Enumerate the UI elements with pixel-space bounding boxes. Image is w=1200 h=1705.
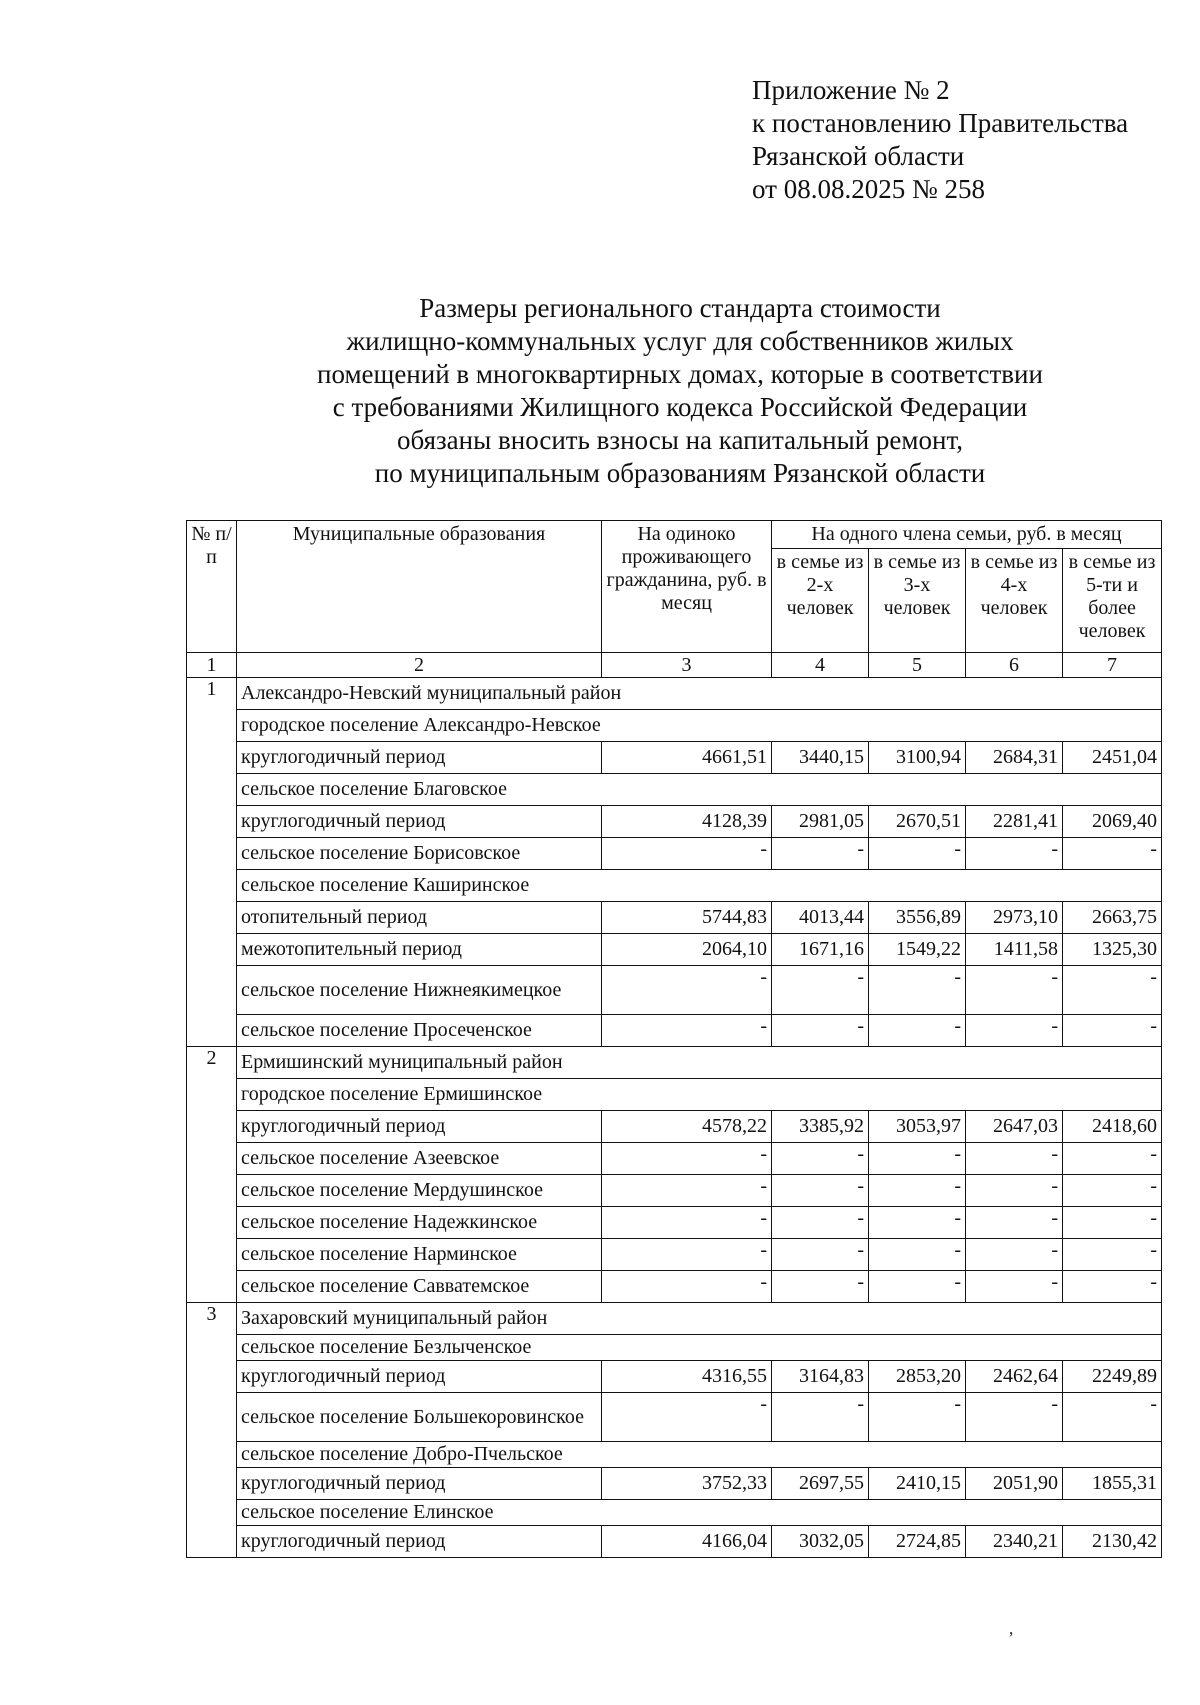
row-label: сельское поселение Борисовское [237, 838, 602, 870]
value-cell: - [1063, 1015, 1162, 1047]
column-number: 5 [869, 653, 966, 678]
value-cell: 1549,22 [869, 934, 966, 966]
title-line-6: по муниципальным образованиям Рязанской области [374, 458, 986, 488]
district-row [187, 1047, 1162, 1079]
value-cell: - [869, 1271, 966, 1303]
value-cell: - [772, 966, 869, 1015]
table-row [187, 710, 1162, 742]
annex-header [752, 74, 1192, 206]
table-row [187, 774, 1162, 806]
value-cell: 2069,40 [1063, 806, 1162, 838]
value-cell: 1411,58 [966, 934, 1063, 966]
row-label: сельское поселение Савватемское [237, 1271, 602, 1303]
value-cell: 4128,39 [602, 806, 772, 838]
row-label: межотопительный период [237, 934, 602, 966]
row-label: круглогодичный период [237, 1361, 602, 1393]
value-cell: - [1063, 1207, 1162, 1239]
table-row [187, 1271, 1162, 1303]
value-cell: 2462,64 [966, 1361, 1063, 1393]
table-row [187, 1500, 1162, 1526]
row-label: круглогодичный период [237, 742, 602, 774]
value-cell: 3556,89 [869, 902, 966, 934]
value-cell: - [602, 1393, 772, 1442]
value-cell: - [869, 1143, 966, 1175]
value-cell: - [772, 1175, 869, 1207]
value-cell: - [1063, 838, 1162, 870]
title-line-2: жилищно-коммунальных услуг для собственников жилых [346, 326, 1014, 356]
value-cell: - [869, 1207, 966, 1239]
annex-line-2: к постановлению Правительства [752, 108, 1129, 138]
value-cell: - [869, 1015, 966, 1047]
value-cell: 1855,31 [1063, 1468, 1162, 1500]
value-cell: - [772, 1143, 869, 1175]
settlement-name: сельское поселение Каширинское [237, 870, 1162, 902]
table-row [187, 1335, 1162, 1361]
value-cell: 2051,90 [966, 1468, 1063, 1500]
value-cell: - [602, 1143, 772, 1175]
value-cell: - [966, 966, 1063, 1015]
title-line-1: Размеры регионального стандарта стоимости [419, 293, 941, 323]
value-cell: - [602, 1175, 772, 1207]
column-numbers-row [187, 653, 1162, 678]
value-cell: - [869, 1175, 966, 1207]
row-label: круглогодичный период [237, 806, 602, 838]
value-cell: 4166,04 [602, 1526, 772, 1558]
value-cell: - [602, 838, 772, 870]
annex-line-3: Рязанской области [752, 141, 965, 171]
value-cell: 1671,16 [772, 934, 869, 966]
value-cell: 4661,51 [602, 742, 772, 774]
value-cell: 2418,60 [1063, 1111, 1162, 1143]
value-cell: 4578,22 [602, 1111, 772, 1143]
district-name: Захаровский муниципальный район [237, 1303, 1162, 1335]
value-cell: 2410,15 [869, 1468, 966, 1500]
district-name: Александро-Невский муниципальный район [237, 678, 1162, 710]
value-cell: - [869, 1393, 966, 1442]
value-cell: - [966, 1015, 1063, 1047]
column-number: 6 [966, 653, 1063, 678]
row-label: круглогодичный период [237, 1526, 602, 1558]
table-row [187, 1207, 1162, 1239]
value-cell: 2724,85 [869, 1526, 966, 1558]
value-cell: 4013,44 [772, 902, 869, 934]
value-cell: - [966, 1207, 1063, 1239]
header-family-4: в семье из 4-х человек [966, 549, 1063, 653]
header-municipality: Муниципальные образования [237, 521, 602, 653]
column-number: 3 [602, 653, 772, 678]
value-cell: 2981,05 [772, 806, 869, 838]
settlement-name: сельское поселение Благовское [237, 774, 1162, 806]
table-row [187, 1175, 1162, 1207]
value-cell: 2281,41 [966, 806, 1063, 838]
value-cell: 2684,31 [966, 742, 1063, 774]
value-cell: 3440,15 [772, 742, 869, 774]
value-cell: 1325,30 [1063, 934, 1162, 966]
value-cell: - [966, 1143, 1063, 1175]
table-row [187, 1361, 1162, 1393]
row-label: сельское поселение Нижнеякимецкое [237, 966, 602, 1015]
table-row [187, 1111, 1162, 1143]
settlement-name: сельское поселение Елинское [237, 1500, 1162, 1526]
table-row [187, 870, 1162, 902]
value-cell: 2973,10 [966, 902, 1063, 934]
column-number: 1 [187, 653, 237, 678]
value-cell: - [772, 838, 869, 870]
row-label: сельское поселение Надежкинское [237, 1207, 602, 1239]
row-label: сельское поселение Мердушинское [237, 1175, 602, 1207]
value-cell: 5744,83 [602, 902, 772, 934]
document-title [250, 292, 1110, 490]
table-row [187, 1015, 1162, 1047]
value-cell: - [602, 1271, 772, 1303]
column-number: 7 [1063, 653, 1162, 678]
value-cell: - [1063, 1143, 1162, 1175]
value-cell: 2663,75 [1063, 902, 1162, 934]
header-family-3: в семье из 3-х человек [869, 549, 966, 653]
row-label: сельское поселение Нарминское [237, 1239, 602, 1271]
annex-line-1: Приложение № 2 [752, 75, 950, 105]
row-index: 1 [187, 678, 237, 1047]
value-cell: - [1063, 1271, 1162, 1303]
header-number: № п/п [187, 521, 237, 653]
row-label: сельское поселение Большекоровинское [237, 1393, 602, 1442]
row-label: круглогодичный период [237, 1468, 602, 1500]
district-row [187, 678, 1162, 710]
table-row [187, 1526, 1162, 1558]
table-row [187, 1079, 1162, 1111]
scan-mark: ʼ [1008, 1628, 1014, 1648]
value-cell: - [1063, 1175, 1162, 1207]
value-cell: - [602, 1015, 772, 1047]
value-cell: 3385,92 [772, 1111, 869, 1143]
value-cell: 3100,94 [869, 742, 966, 774]
value-cell: 2249,89 [1063, 1361, 1162, 1393]
table-row [187, 1239, 1162, 1271]
title-line-3: помещений в многоквартирных домах, которые в соответствии [317, 359, 1043, 389]
row-label: отопительный период [237, 902, 602, 934]
value-cell: 3752,33 [602, 1468, 772, 1500]
value-cell: - [1063, 1393, 1162, 1442]
value-cell: - [1063, 1239, 1162, 1271]
settlement-name: сельское поселение Безлыченское [237, 1335, 1162, 1361]
value-cell: 4316,55 [602, 1361, 772, 1393]
value-cell: - [869, 1239, 966, 1271]
value-cell: 2340,21 [966, 1526, 1063, 1558]
value-cell: - [772, 1207, 869, 1239]
column-number: 4 [772, 653, 869, 678]
value-cell: - [966, 1239, 1063, 1271]
value-cell: - [1063, 966, 1162, 1015]
table-body [187, 678, 1162, 1558]
table-row [187, 1468, 1162, 1500]
value-cell: - [602, 1239, 772, 1271]
settlement-name: сельское поселение Добро-Пчельское [237, 1442, 1162, 1468]
table-row [187, 1143, 1162, 1175]
value-cell: - [966, 1175, 1063, 1207]
annex-line-4: от 08.08.2025 № 258 [752, 174, 985, 204]
row-index: 3 [187, 1303, 237, 1558]
table-row [187, 902, 1162, 934]
settlement-name: городское поселение Александро-Невское [237, 710, 1162, 742]
row-index: 2 [187, 1047, 237, 1303]
value-cell: 3053,97 [869, 1111, 966, 1143]
value-cell: 2130,42 [1063, 1526, 1162, 1558]
value-cell: - [966, 1393, 1063, 1442]
value-cell: 2853,20 [869, 1361, 966, 1393]
value-cell: 2064,10 [602, 934, 772, 966]
value-cell: - [869, 838, 966, 870]
value-cell: - [966, 838, 1063, 870]
row-label: круглогодичный период [237, 1111, 602, 1143]
header-single: На одиноко проживающего гражданина, руб. в месяц [602, 521, 772, 653]
value-cell: - [602, 966, 772, 1015]
value-cell: 2697,55 [772, 1468, 869, 1500]
value-cell: 3164,83 [772, 1361, 869, 1393]
row-label: сельское поселение Просеченское [237, 1015, 602, 1047]
district-row [187, 1303, 1162, 1335]
table-row [187, 1393, 1162, 1442]
header-family: На одного члена семьи, руб. в месяц [772, 521, 1162, 549]
value-cell: - [772, 1271, 869, 1303]
table-row [187, 742, 1162, 774]
row-label: сельское поселение Азеевское [237, 1143, 602, 1175]
value-cell: 3032,05 [772, 1526, 869, 1558]
value-cell: - [772, 1015, 869, 1047]
district-name: Ермишинский муниципальный район [237, 1047, 1162, 1079]
value-cell: - [966, 1271, 1063, 1303]
value-cell: - [602, 1207, 772, 1239]
title-line-5: обязаны вносить взносы на капитальный ремонт, [397, 425, 963, 455]
table-row [187, 934, 1162, 966]
header-family-2: в семье из 2-х человек [772, 549, 869, 653]
value-cell: - [772, 1239, 869, 1271]
table-row [187, 838, 1162, 870]
table-row [187, 966, 1162, 1015]
column-number: 2 [237, 653, 602, 678]
settlement-name: городское поселение Ермишинское [237, 1079, 1162, 1111]
value-cell: 2647,03 [966, 1111, 1063, 1143]
value-cell: - [869, 966, 966, 1015]
value-cell: 2670,51 [869, 806, 966, 838]
table-row [187, 806, 1162, 838]
table-row [187, 1442, 1162, 1468]
title-line-4: с требованиями Жилищного кодекса Российской Федерации [332, 392, 1028, 422]
cost-standard-table [186, 520, 1162, 1558]
value-cell: - [772, 1393, 869, 1442]
value-cell: 2451,04 [1063, 742, 1162, 774]
header-family-5: в семье из 5-ти и более человек [1063, 549, 1162, 653]
